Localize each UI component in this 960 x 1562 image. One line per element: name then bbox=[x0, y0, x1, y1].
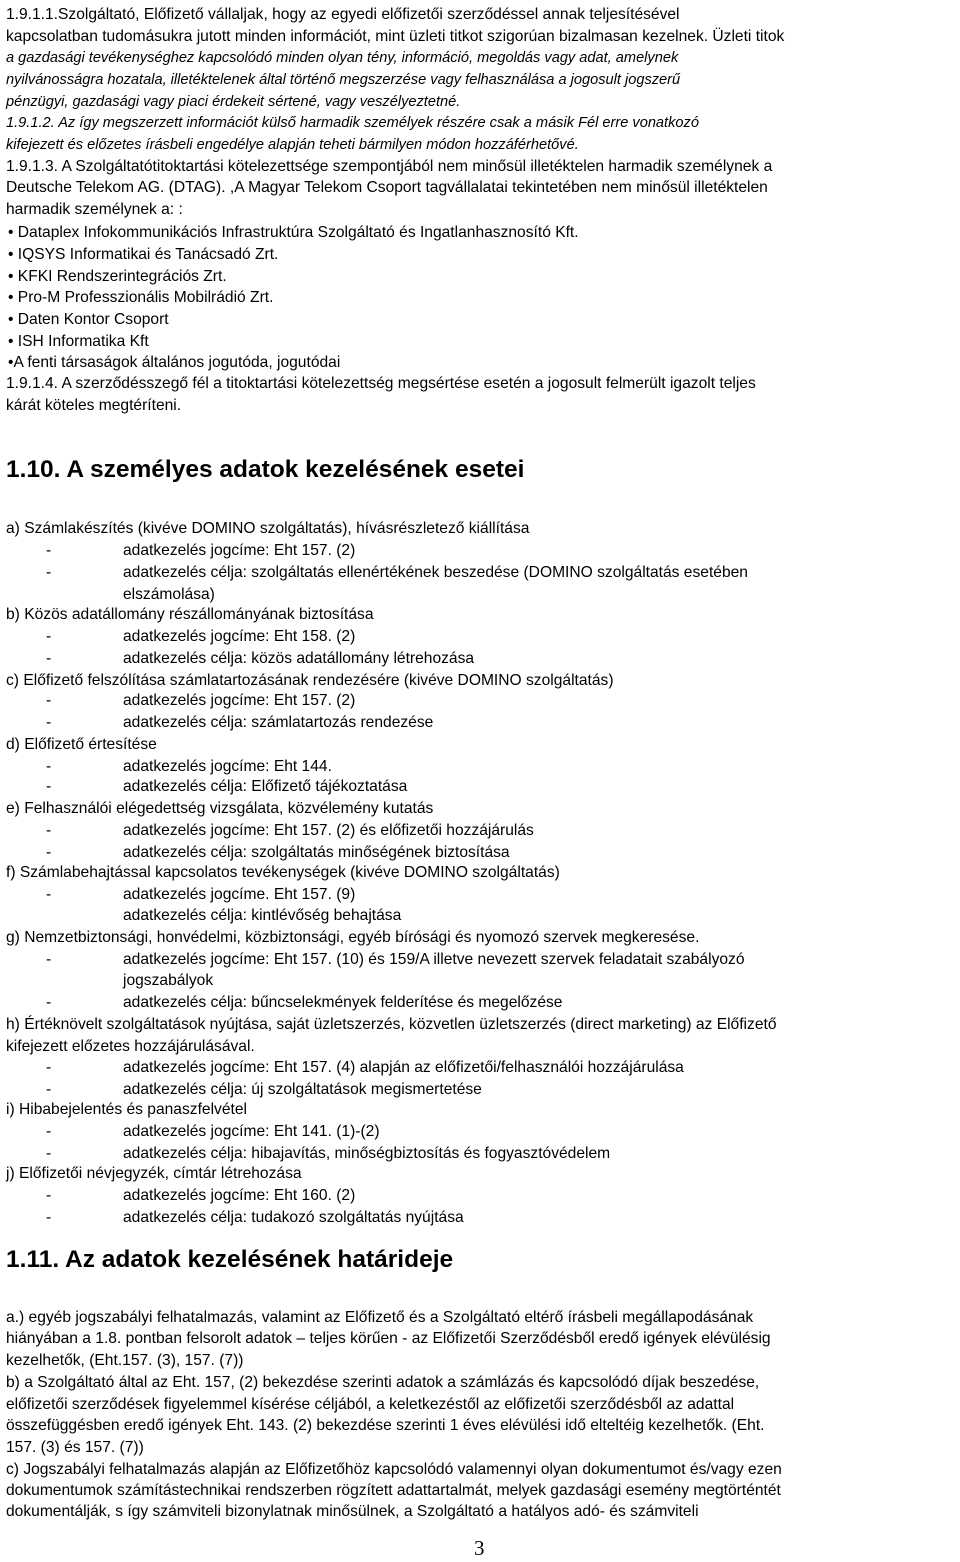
text-line: dokumentumok számítástechnikai rendszerben rögzített adattartalmát, melyek gazdasági esemény megtörténtét bbox=[6, 1482, 781, 1499]
list-item-text: adatkezelés jogcíme: Eht 157. (2) bbox=[123, 542, 356, 559]
section-heading: 1.11. Az adatok kezelésének határideje bbox=[6, 1246, 454, 1273]
bullet-item: •A fenti társaságok általános jogutóda, jogutódai bbox=[8, 354, 341, 371]
text-line: kifejezett előzetes hozzájárulásával. bbox=[6, 1038, 255, 1055]
text-line: Deutsche Telekom AG. (DTAG). ,A Magyar Telekom Csoport tagvállalatai tekintetében nem minősül illetéktelen bbox=[6, 179, 768, 196]
text-line: 157. (3) és 157. (7)) bbox=[6, 1439, 144, 1456]
list-item-text: adatkezelés jogcíme: Eht 157. (10) és 159/A illetve nevezett szervek feladatait szabályozó bbox=[123, 951, 745, 968]
text-line: 1.9.1.2. Az így megszerzett információt külső harmadik személyek részére csak a másik Fél erre vonatkozó bbox=[6, 115, 699, 131]
list-item-text: adatkezelés jogcíme: Eht 157. (2) bbox=[123, 692, 356, 709]
text-line: a.) egyéb jogszabályi felhatalmazás, valamint az Előfizető és a Szolgáltató eltérő írásbeli megállapodásának bbox=[6, 1309, 754, 1326]
list-item-text: adatkezelés célja: szolgáltatás minőségének biztosítása bbox=[123, 844, 510, 861]
bullet-item: • ISH Informatika Kft bbox=[8, 333, 149, 350]
dash-marker: - bbox=[46, 1059, 52, 1076]
dash-marker: - bbox=[46, 886, 52, 903]
dash-marker: - bbox=[46, 951, 52, 968]
dash-marker: - bbox=[46, 1209, 52, 1226]
text-line: i) Hibabejelentés és panaszfelvétel bbox=[6, 1101, 247, 1118]
dash-marker: - bbox=[46, 542, 52, 559]
list-item-text: elszámolása) bbox=[123, 586, 215, 603]
text-line: kapcsolatban tudomásukra jutott minden információt, mint üzleti titkot szigorúan bizalmasan kezelnek. Üzleti titok bbox=[6, 28, 785, 45]
text-line: e) Felhasználói elégedettség vizsgálata, közvélemény kutatás bbox=[6, 800, 434, 817]
list-item-text: adatkezelés célja: számlatartozás rendezése bbox=[123, 714, 434, 731]
list-item-text: adatkezelés célja: szolgáltatás ellenértékének beszedése (DOMINO szolgáltatás esetében bbox=[123, 564, 748, 581]
text-line: pénzügyi, gazdasági vagy piaci érdekeit sértené, vagy veszélyeztetné. bbox=[6, 94, 461, 110]
list-item-text: adatkezelés jogcíme: Eht 157. (2) és előfizetői hozzájárulás bbox=[123, 822, 534, 839]
section-heading: 1.10. A személyes adatok kezelésének esetei bbox=[6, 456, 525, 483]
list-item-text: adatkezelés célja: Előfizető tájékoztatása bbox=[123, 778, 408, 795]
text-line: b) a Szolgáltató által az Eht. 157, (2) bekezdése szerinti adatok a számlázás és kapcsolódó díjak beszedése, bbox=[6, 1374, 760, 1391]
text-line: c) Jogszabályi felhatalmazás alapján az Előfizetőhöz kapcsolódó valamennyi olyan dokumentumot és/vagy ezen bbox=[6, 1461, 782, 1478]
text-line: 1.9.1.3. A Szolgáltatótitoktartási kötelezettsége szempontjából nem minősül illetéktelen harmadik személynek a bbox=[6, 158, 773, 175]
dash-marker: - bbox=[46, 822, 52, 839]
text-line: kárát köteles megtéríteni. bbox=[6, 397, 182, 414]
list-item-text: jogszabályok bbox=[123, 972, 214, 989]
page-number: 3 bbox=[474, 1536, 485, 1560]
dash-marker: - bbox=[46, 994, 52, 1011]
dash-marker: - bbox=[46, 1123, 52, 1140]
dash-marker: - bbox=[46, 650, 52, 667]
bullet-item: • Pro-M Professzionális Mobilrádió Zrt. bbox=[8, 289, 274, 306]
bullet-item: • KFKI Rendszerintegrációs Zrt. bbox=[8, 268, 227, 285]
list-item-text: adatkezelés jogcíme: Eht 160. (2) bbox=[123, 1187, 356, 1204]
text-line: kifejezett és előzetes írásbeli engedélye alapján teheti bármilyen módon hozzáférhetővé. bbox=[6, 137, 579, 153]
text-line: d) Előfizető értesítése bbox=[6, 736, 157, 753]
text-line: harmadik személynek a: : bbox=[6, 201, 183, 218]
dash-marker: - bbox=[46, 1145, 52, 1162]
dash-marker: - bbox=[46, 714, 52, 731]
text-line: j) Előfizetői névjegyzék, címtár létrehozása bbox=[6, 1165, 302, 1182]
list-item-text: adatkezelés jogcíme: Eht 141. (1)-(2) bbox=[123, 1123, 380, 1140]
list-item-text: adatkezelés jogcíme. Eht 157. (9) bbox=[123, 886, 356, 903]
dash-marker: - bbox=[46, 1081, 52, 1098]
text-line: 1.9.1.4. A szerződésszegő fél a titoktartási kötelezettség megsértése esetén a jogosult felmerült igazolt teljes bbox=[6, 375, 756, 392]
list-item-text: adatkezelés célja: új szolgáltatások megismertetése bbox=[123, 1081, 482, 1098]
text-line: dokumentálják, s így számviteli bizonylatnak minősülnek, a Szolgáltató a hatályos adó- és számviteli bbox=[6, 1503, 699, 1520]
text-line: hiányában a 1.8. pontban felsorolt adatok – teljes körűen - az Előfizetői Szerződésből eredő igények elévülésig bbox=[6, 1330, 771, 1347]
dash-marker: - bbox=[46, 758, 52, 775]
text-line: b) Közös adatállomány részállományának biztosítása bbox=[6, 606, 374, 623]
dash-marker: - bbox=[46, 692, 52, 709]
list-item-text: adatkezelés jogcíme: Eht 158. (2) bbox=[123, 628, 356, 645]
list-item-text: adatkezelés célja: tudakozó szolgáltatás nyújtása bbox=[123, 1209, 464, 1226]
text-line: kezelhetők, (Eht.157. (3), 157. (7)) bbox=[6, 1352, 244, 1369]
list-item-text: adatkezelés célja: kintlévőség behajtása bbox=[123, 907, 402, 924]
text-line: a) Számlakészítés (kivéve DOMINO szolgáltatás), hívásrészletező kiállítása bbox=[6, 520, 530, 537]
bullet-item: • IQSYS Informatikai és Tanácsadó Zrt. bbox=[8, 246, 279, 263]
dash-marker: - bbox=[46, 844, 52, 861]
text-line: előfizetői szerződések figyelemmel kísérése céljából, a keletkezéstől az előfizetői szerződésből az adattal bbox=[6, 1396, 735, 1413]
text-line: g) Nemzetbiztonsági, honvédelmi, közbiztonsági, egyéb bírósági és nyomozó szervek megkeresése. bbox=[6, 929, 700, 946]
list-item-text: adatkezelés célja: hibajavítás, minőségbiztosítás és fogyasztóvédelem bbox=[123, 1145, 611, 1162]
text-line: 1.9.1.1.Szolgáltató, Előfizető vállaljak, hogy az egyedi előfizetői szerződéssel annak teljesítésével bbox=[6, 6, 680, 23]
dash-marker: - bbox=[46, 778, 52, 795]
list-item-text: adatkezelés célja: közös adatállomány létrehozása bbox=[123, 650, 475, 667]
list-item-text: adatkezelés célja: bűncselekmények felderítése és megelőzése bbox=[123, 994, 563, 1011]
dash-marker: - bbox=[46, 564, 52, 581]
dash-marker: - bbox=[46, 1187, 52, 1204]
text-line: nyilvánosságra hozatala, illetéktelenek által történő megszerzése vagy felhasználása a jogosult jogszerű bbox=[6, 72, 681, 88]
text-line: f) Számlabehajtással kapcsolatos tevékenységek (kivéve DOMINO szolgáltatás) bbox=[6, 864, 560, 881]
dash-marker: - bbox=[46, 628, 52, 645]
text-line: h) Értéknövelt szolgáltatások nyújtása, saját üzletszerzés, közvetlen üzletszerzés (direct marketing) az Előfizető bbox=[6, 1016, 777, 1033]
list-item-text: adatkezelés jogcíme: Eht 144. bbox=[123, 758, 332, 775]
text-line: a gazdasági tevékenységhez kapcsolódó minden olyan tény, információ, megoldás vagy adat, amelynek bbox=[6, 50, 679, 66]
text-line: összefüggésben eredő igények Eht. 143. (2) bekezdése szerinti 1 éves elévülési idő elteltéig kezelhetők. (Eht. bbox=[6, 1417, 765, 1434]
bullet-item: • Dataplex Infokommunikációs Infrastruktúra Szolgáltató és Ingatlanhasznosító Kft. bbox=[8, 224, 579, 241]
text-line: c) Előfizető felszólítása számlatartozásának rendezésére (kivéve DOMINO szolgáltatás) bbox=[6, 672, 614, 689]
list-item-text: adatkezelés jogcíme: Eht 157. (4) alapján az előfizetői/felhasználói hozzájárulása bbox=[123, 1059, 684, 1076]
bullet-item: • Daten Kontor Csoport bbox=[8, 311, 169, 328]
